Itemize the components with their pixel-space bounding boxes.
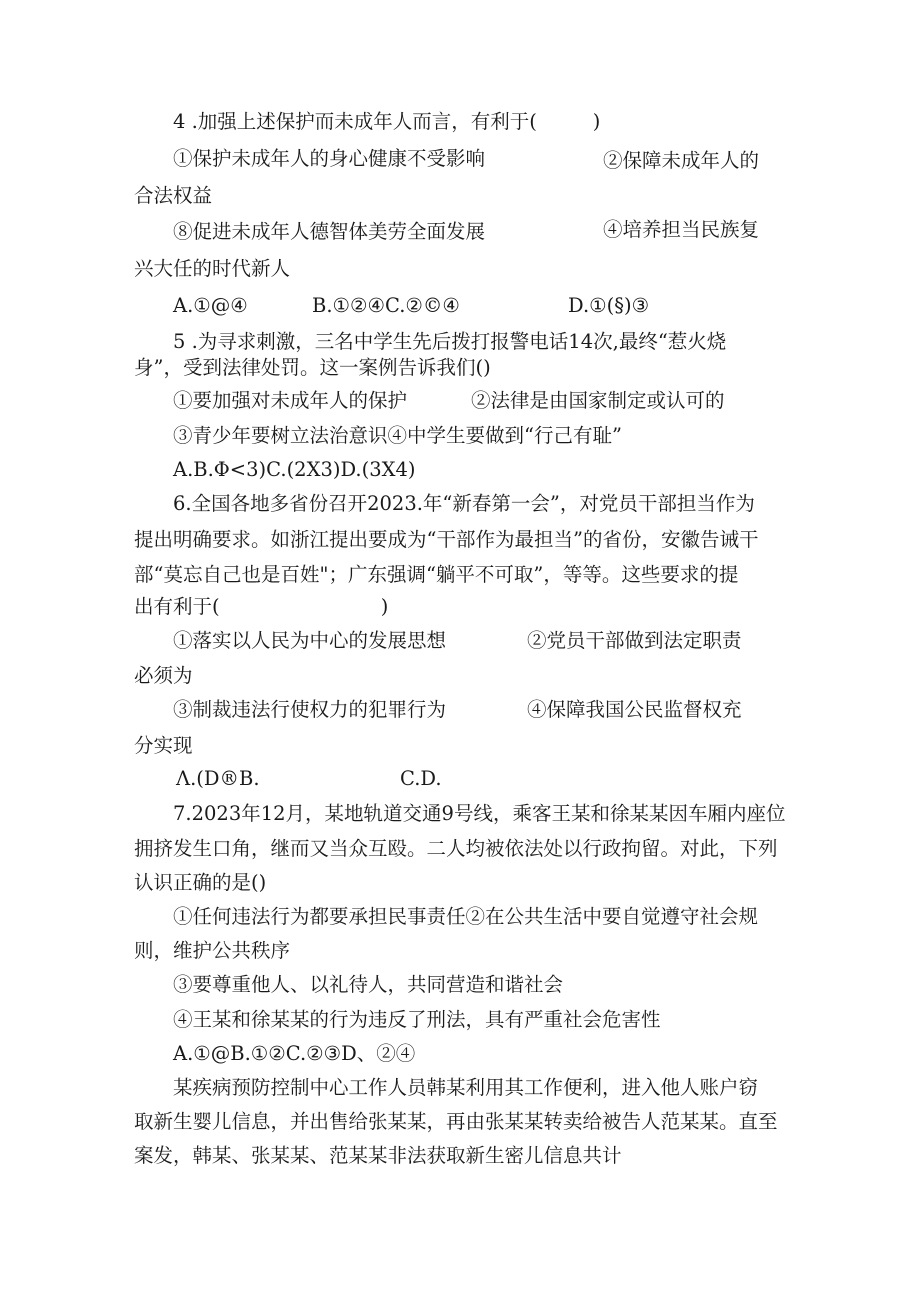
q4-choice-a: A.①@④ bbox=[173, 294, 248, 317]
q6-option-4-cont: 分实现 bbox=[134, 734, 193, 757]
q4-choice-bc: B.①②④C.②©④ bbox=[312, 294, 460, 317]
q7-stem: 7.2023年12月，某地轨道交通9号线，乘客王某和徐某某因车厢内座位 bbox=[173, 802, 786, 825]
q6-choice-ab: Λ.(D®B. bbox=[176, 767, 260, 790]
passage-line-3: 案发，韩某、张某某、范某某非法获取新生密儿信息共计 bbox=[134, 1144, 622, 1167]
q7-option-3: ③要尊重他人、以礼待人，共同营造和谐社会 bbox=[173, 973, 564, 996]
q6-option-2: ②党员干部做到法定职责 bbox=[527, 629, 742, 652]
q7-option-4: ④王某和徐某某的行为违反了刑法，具有严重社会危害性 bbox=[173, 1008, 661, 1031]
q5-stem-cont: 身”，受到法律处罚。这一案例告诉我们() bbox=[134, 356, 491, 379]
q6-choice-cd: C.D. bbox=[400, 767, 442, 790]
q7-option-12-cont: 则，维护公共秩序 bbox=[134, 939, 291, 962]
q4-option-4-cont: 兴大任的时代新人 bbox=[134, 257, 291, 280]
q7-stem-2: 拥挤发生口角，继而又当众互殴。二人均被依法处以行政拘留。对此，下列 bbox=[134, 837, 778, 860]
q4-option-3: ⑧促进未成年人德智体美劳全面发展 bbox=[173, 220, 486, 243]
q4-option-2: ②保障未成年人的 bbox=[603, 149, 760, 172]
q6-stem-3: 部“莫忘自己也是百姓"；广东强调“躺平不可取”，等等。这些要求的提 bbox=[134, 563, 739, 586]
q4-choice-d: D.①(§)③ bbox=[568, 294, 650, 317]
q5-option-1: ①要加强对未成年人的保护 bbox=[173, 389, 408, 412]
q5-stem: 5 .为寻求刺激，三名中学生先后拨打报警电话14次,最终“惹火烧 bbox=[173, 330, 727, 353]
q4-option-4: ④培养担当民族复 bbox=[603, 218, 760, 241]
q4-option-1: ①保护未成年人的身心健康不受影响 bbox=[173, 147, 486, 170]
passage-line-2: 取新生婴儿信息，并出售给张某某，再由张某某转卖给被告人范某某。直至 bbox=[134, 1110, 778, 1133]
q4-option-2-cont: 合法权益 bbox=[134, 184, 213, 207]
q6-option-3: ③制裁违法行使权力的犯罪行为 bbox=[173, 698, 447, 721]
q6-stem: 6.全国各地多省份召开2023.年“新春第一会”，对党员干部担当作为 bbox=[173, 492, 755, 515]
q4-stem: 4 .加强上述保护而未成年人而言，有利于( ) bbox=[173, 110, 601, 133]
q5-choices: A.B.Φ<3)C.(2X3)D.(3X4) bbox=[173, 458, 416, 481]
q7-choices: A.①@B.①②C.②③D、②④ bbox=[173, 1042, 416, 1065]
q6-option-1: ①落实以人民为中心的发展思想 bbox=[173, 629, 447, 652]
q7-option-12: ①任何违法行为都要承担民事责任②在公共生活中要自觉遵守社会规 bbox=[173, 905, 759, 928]
q7-stem-3: 认识正确的是() bbox=[134, 871, 267, 894]
q5-option-2: ②法律是由国家制定或认可的 bbox=[471, 389, 725, 412]
q6-stem-4: 出有利于( ) bbox=[134, 595, 389, 618]
q6-option-2-cont: 必须为 bbox=[134, 664, 193, 687]
q6-option-4: ④保障我国公民监督权充 bbox=[527, 698, 742, 721]
q6-stem-2: 提出明确要求。如浙江提出要成为“干部作为最担当”的省份，安徽告诫干 bbox=[134, 528, 759, 551]
passage-line-1: 某疾病预防控制中心工作人员韩某利用其工作便利，进入他人账户窃 bbox=[173, 1076, 759, 1099]
q5-option-34: ③青少年要树立法治意识④中学生要做到“行己有耻” bbox=[173, 424, 622, 447]
